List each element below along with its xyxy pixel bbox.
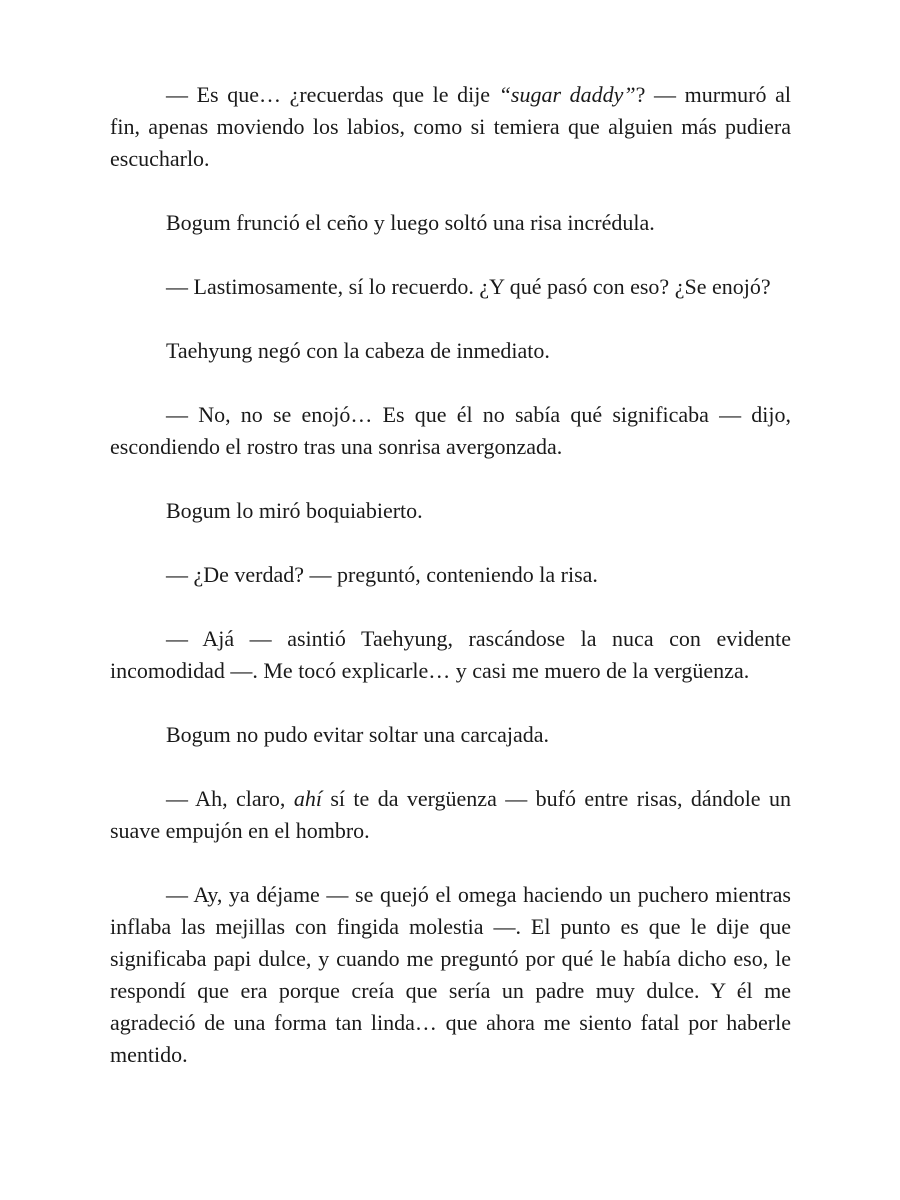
paragraph-11 [110,879,791,1071]
paragraph-8 [110,623,791,687]
text-run: — No, no se enojó… Es que él no sabía qué significaba — dijo, escondiendo el rostro tras una sonrisa avergonzada. [110,402,791,459]
text-run: sí te da vergüenza — bufó entre risas, dándole un suave empujón en el hombro. [110,786,791,843]
text-run: — Ah, claro, [166,786,294,811]
paragraph-5 [110,399,791,463]
italic-text-run: “sugar daddy” [498,82,636,107]
text-run: — ¿De verdad? — preguntó, conteniendo la risa. [166,562,598,587]
text-run: — Lastimosamente, sí lo recuerdo. ¿Y qué pasó con eso? ¿Se enojó? [166,274,771,299]
text-run: — Ajá — asintió Taehyung, rascándose la nuca con evidente incomodidad —. Me tocó explicarle… y casi me muero de la vergüenza. [110,626,791,683]
text-run: Taehyung negó con la cabeza de inmediato. [166,338,550,363]
paragraph-10 [110,783,791,847]
paragraph-3 [110,271,791,303]
paragraph-9 [110,719,791,751]
body-text [110,79,791,1071]
text-run: Bogum no pudo evitar soltar una carcajada. [166,722,550,747]
text-run: Bogum frunció el ceño y luego soltó una risa incrédula. [166,210,655,235]
paragraph-2 [110,207,791,239]
text-run: ? — murmuró al fin, apenas moviendo los labios, como si temiera que alguien más pudiera escucharlo. [110,82,791,171]
paragraph-1 [110,79,791,175]
paragraph-7 [110,559,791,591]
text-run: — Ay, ya déjame — se quejó el omega haciendo un puchero mientras inflaba las mejillas con fingida molestia —. El punto es que le dije que significaba papi dulce, y cuando me preguntó por qué le había dicho eso, le respondí que era porque creía que sería un padre muy dulce. Y él me agradeció de una forma tan linda… que ahora me siento fatal por haberle mentido. [110,882,791,1067]
italic-text-run: ahí [293,786,322,811]
paragraph-6 [110,495,791,527]
text-run: — Es que… ¿recuerdas que le dije [166,82,499,107]
text-run: Bogum lo miró boquiabierto. [166,498,423,523]
paragraph-4 [110,335,791,367]
